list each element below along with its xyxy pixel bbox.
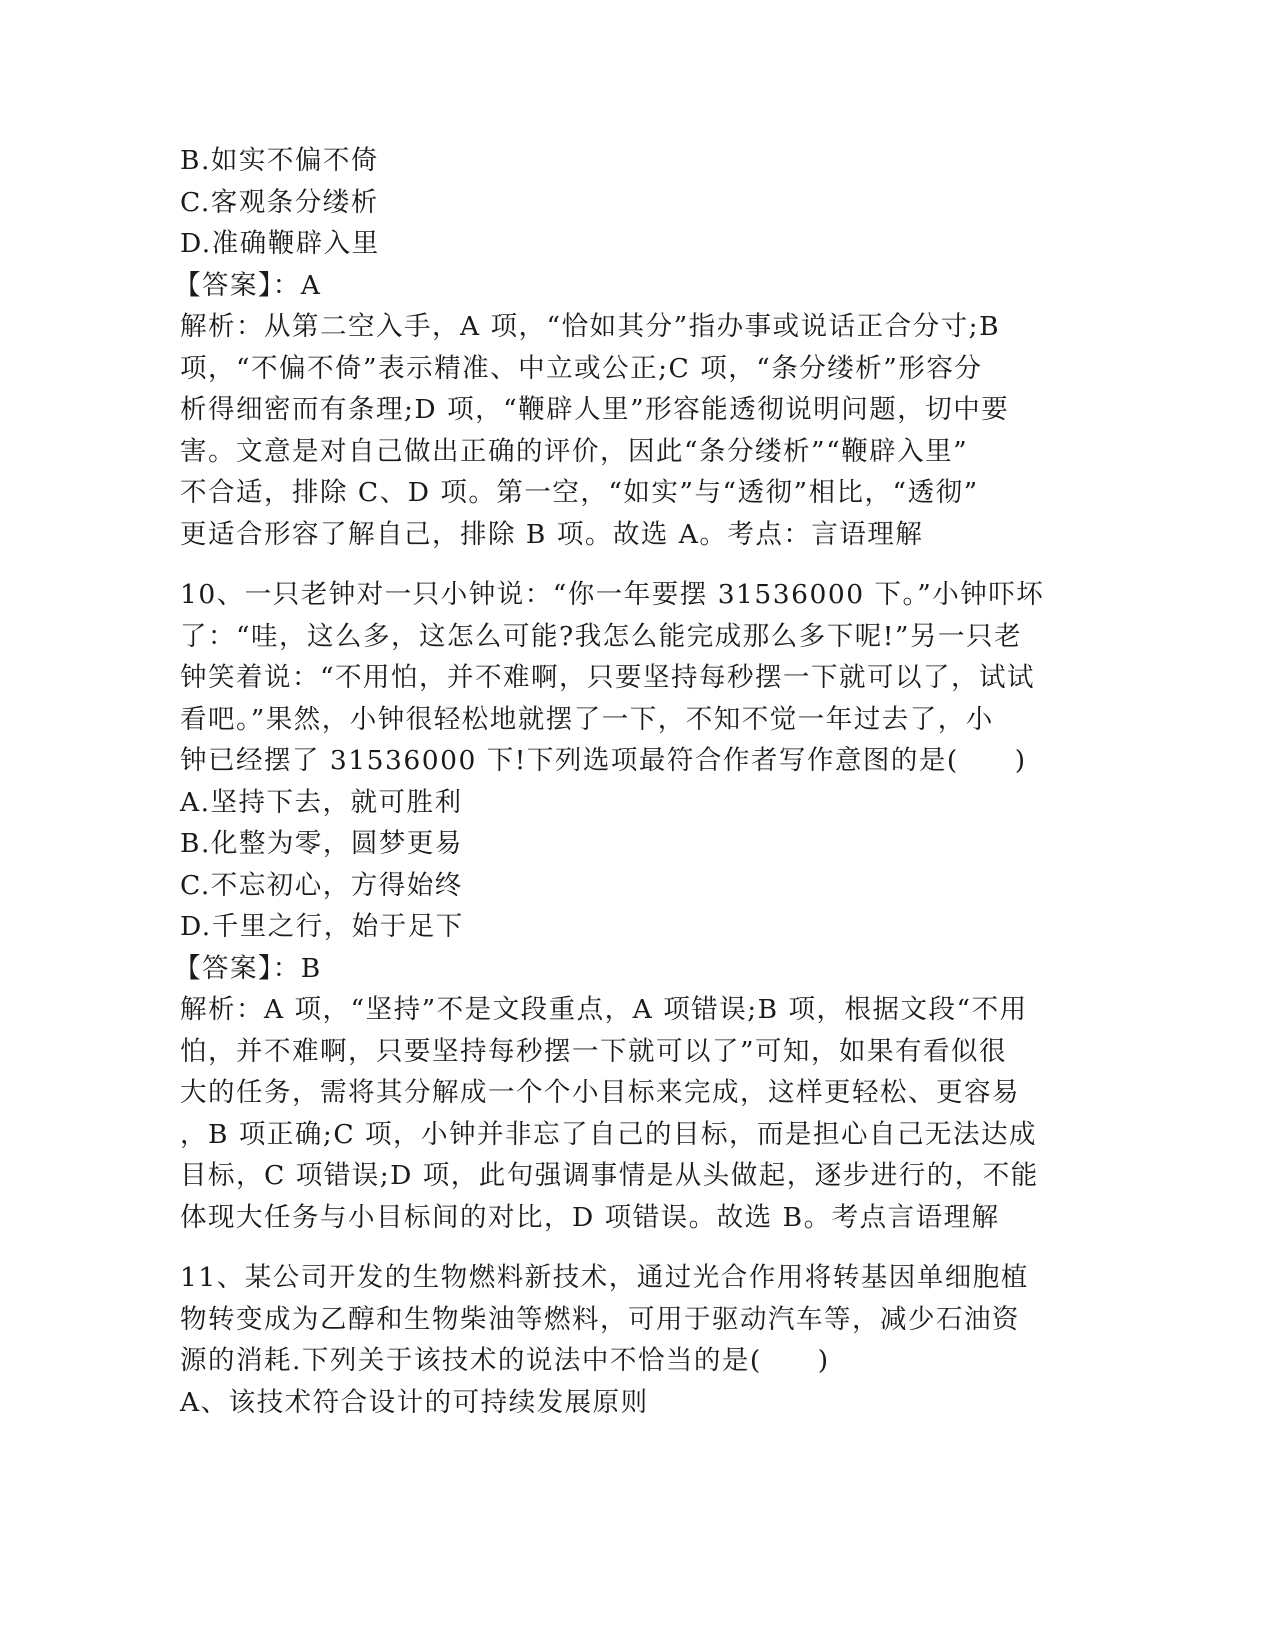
q10-analysis-line: ，B 项正确;C 项，小钟并非忘了自己的目标，而是担心自己无法达成	[180, 1118, 1038, 1150]
q10-analysis-line: 大的任务，需将其分解成一个个小目标来完成，这样更轻松、更容易	[180, 1077, 1020, 1108]
q9-analysis-line: 害。文意是对自己做出正确的评价，因此“条分缕析”“鞭辟入里”	[180, 435, 969, 467]
q10-option-c: C.不忘初心，方得始终	[180, 869, 463, 901]
q11-stem-line: 11、某公司开发的生物燃料新技术，通过光合作用将转基因单细胞植	[180, 1262, 1029, 1293]
q10-stem-line: 了：“哇，这么多，这怎么可能?我怎么能完成那么多下呢!”另一只老	[180, 620, 1022, 652]
q9-answer: 【答案】：A	[174, 269, 322, 301]
q10-analysis-line: 目标，C 项错误;D 项，此句强调事情是从头做起，逐步进行的，不能	[180, 1160, 1039, 1191]
q10-stem-line: 钟已经摆了 31536000 下!下列选项最符合作者写作意图的是( )	[180, 745, 1027, 776]
q9-option-d: D.准确鞭辟入里	[180, 228, 380, 259]
q9-option-c: C.客观条分缕析	[180, 186, 379, 218]
q10-analysis-line: 怕，并不难啊，只要坚持每秒摆一下就可以了”可知，如果有看似很	[180, 1035, 1008, 1067]
q9-analysis-line: 更适合形容了解自己，排除 B 项。故选 A。考点：言语理解	[180, 518, 924, 550]
q10-stem-line: 看吧。”果然，小钟很轻松地就摆了一下，不知不觉一年过去了，小	[180, 703, 994, 735]
q11-stem-line: 物转变成为乙醇和生物柴油等燃料，可用于驱动汽车等，减少石油资	[180, 1303, 1020, 1335]
q10-option-b: B.化整为零，圆梦更易	[180, 828, 463, 859]
paragraph-gap	[180, 1238, 1030, 1257]
q10-option-d: D.千里之行，始于足下	[180, 911, 464, 942]
q9-option-b: B.如实不偏不倚	[180, 145, 379, 176]
q9-analysis-line: 析得细密而有条理;D 项，“鞭辟人里”形容能透彻说明问题，切中要	[180, 394, 1010, 425]
q11-option-a: A、该技术符合设计的可持续发展原则	[180, 1386, 649, 1418]
q9-analysis-line: 解析：从第二空入手，A 项，“恰如其分”指办事或说话正合分寸;B	[180, 311, 1001, 342]
paragraph-gap	[180, 555, 1030, 574]
q10-answer: 【答案】：B	[174, 952, 322, 984]
q10-stem-line: 钟笑着说：“不用怕，并不难啊，只要坚持每秒摆一下就可以了，试试	[180, 662, 1036, 693]
q10-option-a: A.坚持下去，就可胜利	[180, 786, 463, 818]
q11-stem-line: 源的消耗.下列关于该技术的说法中不恰当的是( )	[180, 1345, 830, 1376]
document-page	[174, 140, 1045, 1423]
q10-analysis-line: 解析：A 项，“坚持”不是文段重点，A 项错误;B 项，根据文段“不用	[180, 994, 1028, 1025]
q10-stem-line: 10、一只老钟对一只小钟说：“你一年要摆 31536000 下。”小钟吓坏	[180, 579, 1045, 610]
q10-analysis-line: 体现大任务与小目标间的对比，D 项错误。故选 B。考点言语理解	[180, 1201, 1000, 1233]
q9-analysis-line: 不合适，排除 C、D 项。第一空，“如实”与“透彻”相比，“透彻”	[180, 477, 979, 508]
q9-analysis-line: 项，“不偏不倚”表示精准、中立或公正;C 项，“条分缕析”形容分	[180, 352, 983, 384]
